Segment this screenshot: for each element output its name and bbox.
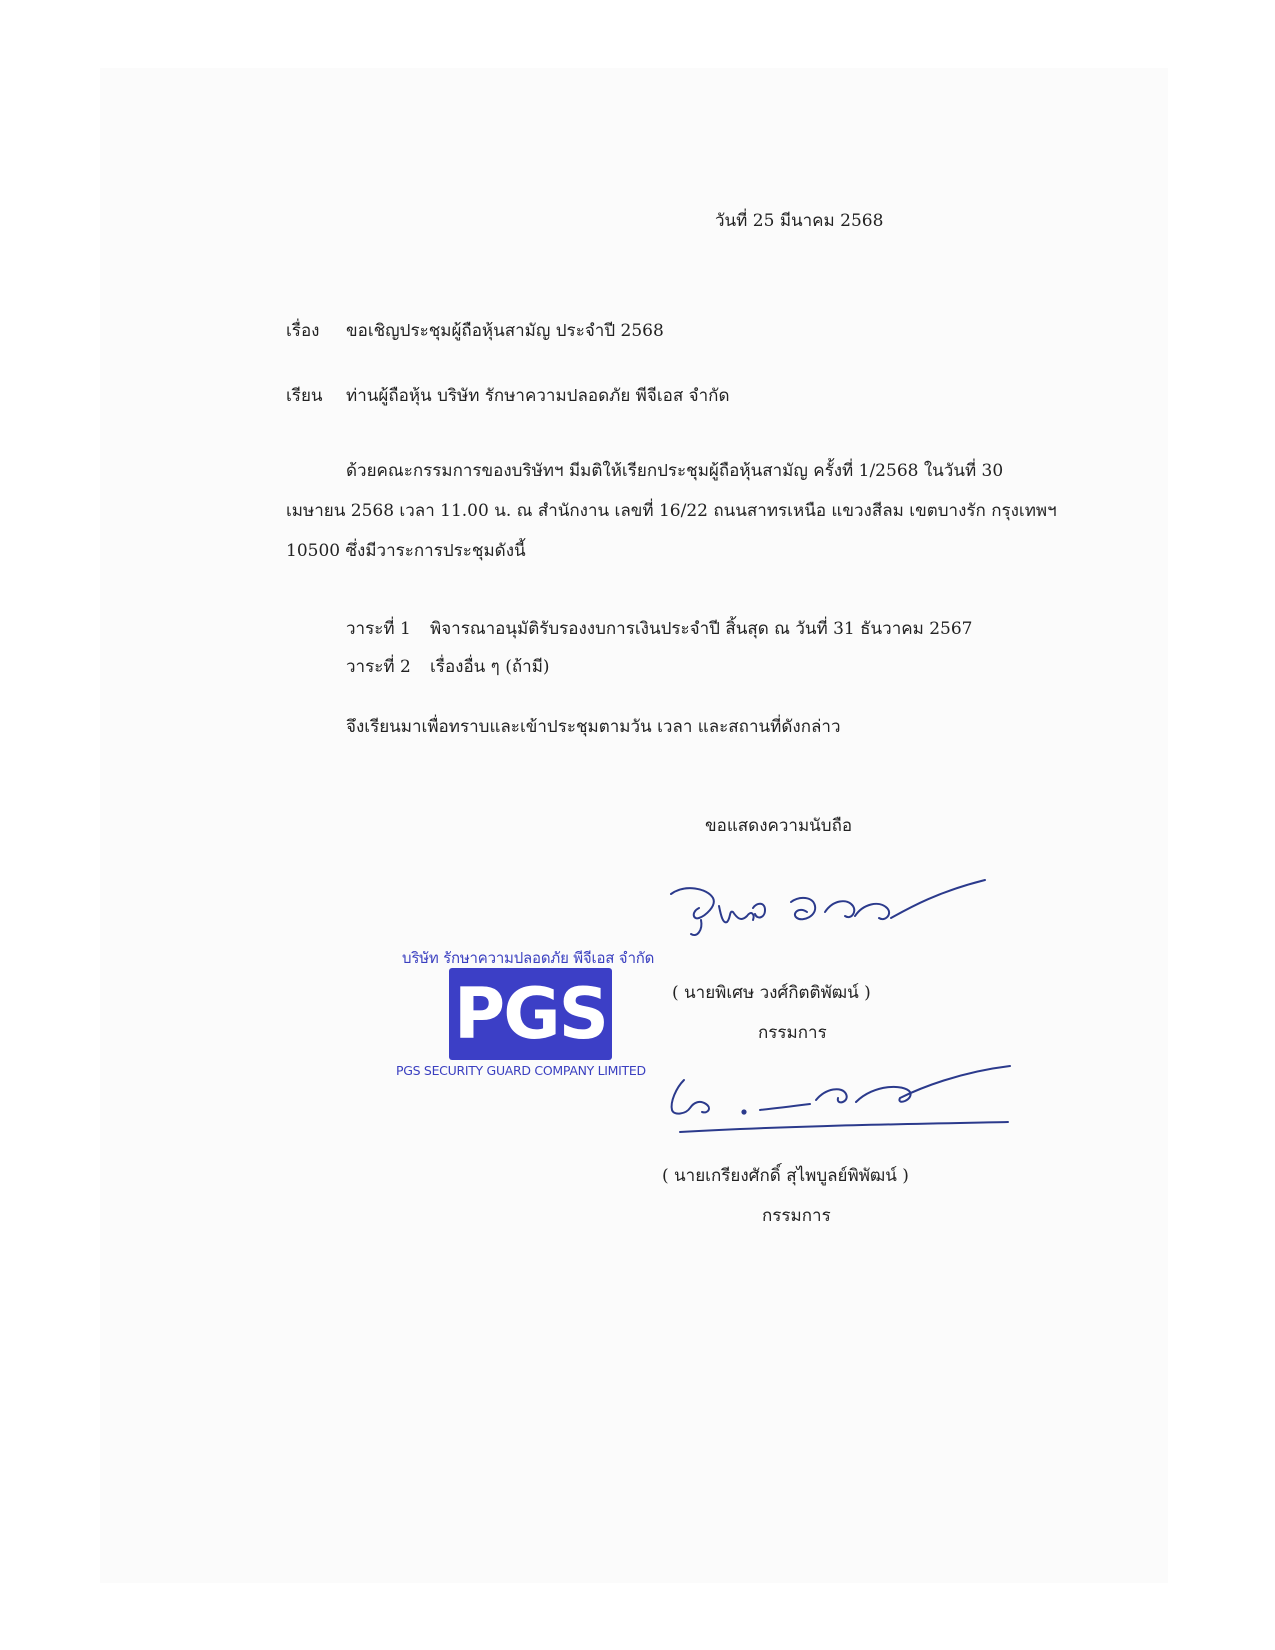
subject-label: เรื่อง xyxy=(286,321,320,341)
recipient-label: เรียน xyxy=(286,386,323,406)
letter-page xyxy=(100,68,1168,1583)
signatory-title: กรรมการ xyxy=(762,1206,831,1226)
closing-paragraph: จึงเรียนมาเพื่อทราบและเข้าประชุมตามวัน เวลา และสถานที่ดังกล่าว xyxy=(346,717,841,737)
signatory-name: ( นายเกรียงศักดิ์ สุไพบูลย์พิพัฒน์ ) xyxy=(662,1166,909,1186)
stamp-logo: PGS xyxy=(453,973,608,1055)
stamp-company-english: PGS SECURITY GUARD COMPANY LIMITED xyxy=(396,1063,646,1078)
complimentary-close: ขอแสดงความนับถือ xyxy=(705,816,853,836)
agenda-text: เรื่องอื่น ๆ (ถ้ามี) xyxy=(430,657,550,677)
subject-text: ขอเชิญประชุมผู้ถือหุ้นสามัญ ประจำปี 2568 xyxy=(346,321,664,341)
stamp-company-thai: บริษัท รักษาความปลอดภัย พีจีเอส จำกัด xyxy=(402,949,655,967)
agenda-label: วาระที่ 2 xyxy=(346,657,411,677)
signature-2-icon xyxy=(660,1062,1020,1142)
letter-date: วันที่ 25 มีนาคม 2568 xyxy=(715,211,884,231)
stamp-logo-box xyxy=(449,968,612,1060)
signature-1-icon xyxy=(665,872,1025,952)
body-line: 10500 ซึ่งมีวาระการประชุมดังนี้ xyxy=(286,541,526,561)
body-line: ด้วยคณะกรรมการของบริษัทฯ มีมติให้เรียกประชุมผู้ถือหุ้นสามัญ ครั้งที่ 1/2568 ในวันที่ 30 xyxy=(346,461,1004,481)
recipient-text: ท่านผู้ถือหุ้น บริษัท รักษาความปลอดภัย พีจีเอส จำกัด xyxy=(346,386,730,406)
signatory-name: ( นายพิเศษ วงศ์กิตติพัฒน์ ) xyxy=(672,983,871,1003)
signatory-title: กรรมการ xyxy=(758,1023,827,1043)
body-line: เมษายน 2568 เวลา 11.00 น. ณ สำนักงาน เลขที่ 16/22 ถนนสาทรเหนือ แขวงสีลม เขตบางรัก กรุงเทพฯ xyxy=(286,501,1057,521)
agenda-text: พิจารณาอนุมัติรับรองงบการเงินประจำปี สิ้นสุด ณ วันที่ 31 ธันวาคม 2567 xyxy=(430,619,973,639)
agenda-label: วาระที่ 1 xyxy=(346,619,411,639)
